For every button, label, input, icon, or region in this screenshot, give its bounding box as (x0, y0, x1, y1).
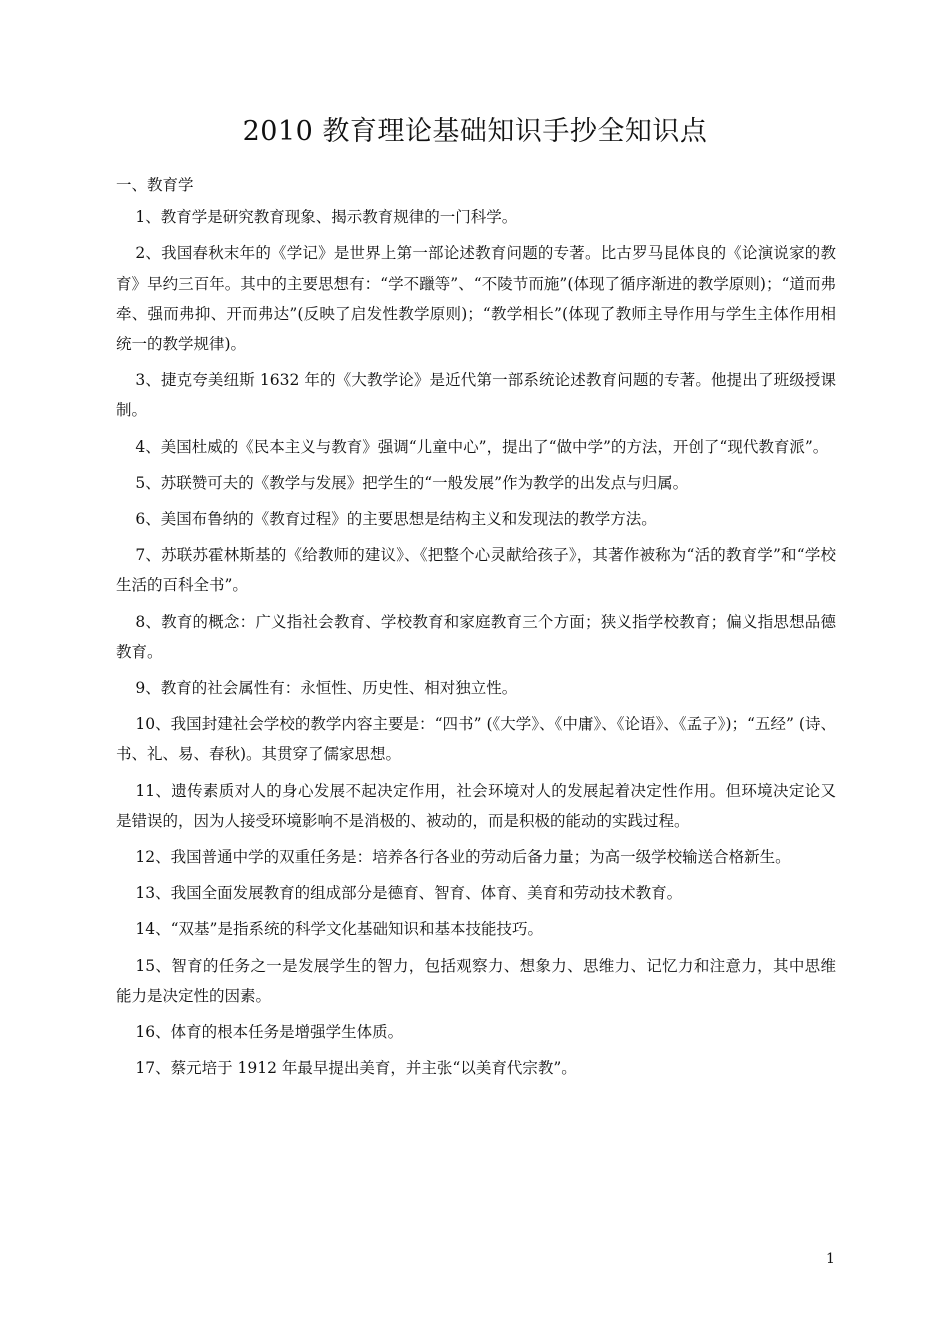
paragraph-17: 17、蔡元培于 1912 年最早提出美育，并主张“以美育代宗教”。 (135, 1059, 577, 1078)
paragraph-9: 9、教育的社会属性有：永恒性、历史性、相对独立性。 (135, 679, 518, 698)
paragraph-14: 14、“双基”是指系统的科学文化基础知识和基本技能技巧。 (135, 920, 543, 939)
paragraph-16: 16、体育的根本任务是增强学生体质。 (135, 1023, 404, 1042)
paragraph-11: 11、遗传素质对人的身心发展不起决定作用，社会环境对人的发展起着决定性作用。但环境决定论又是错误的，因为人接受环境影响不是消极的、被动的，而是积极的能动的实践过程。 (116, 781, 836, 830)
page-number: 1 (826, 1251, 835, 1267)
paragraph-12: 12、我国普通中学的双重任务是：培养各行各业的劳动后备力量；为高一级学校输送合格新生。 (135, 848, 791, 867)
paragraph-8: 8、教育的概念：广义指社会教育、学校教育和家庭教育三个方面；狭义指学校教育；偏义指思想品德教育。 (116, 612, 836, 661)
paragraph-2: 2、我国春秋末年的《学记》是世界上第一部论述教育问题的专著。比古罗马昆体良的《论演说家的教育》早约三百年。其中的主要思想有：“学不躐等”、“不陵节而施”(体现了循序渐进的教学原则)；“道而弗牵、强而弗抑、开而弗达”(反映了启发性教学原则)；“教学相长”(体现了教师主导作用与学生主体作用相统一的教学规律)。 (116, 244, 836, 354)
paragraph-15: 15、智育的任务之一是发展学生的智力，包括观察力、想象力、思维力、记忆力和注意力，其中思维能力是决定性的因素。 (116, 956, 836, 1005)
paragraph-10: 10、我国封建社会学校的教学内容主要是：“四书” (《大学》、《中庸》、《论语》、《孟子》)；“五经” (诗、书、礼、易、春秋)。其贯穿了儒家思想。 (116, 715, 836, 764)
paragraph-6: 6、美国布鲁纳的《教育过程》的主要思想是结构主义和发现法的教学方法。 (135, 510, 657, 529)
section-heading: 一、教育学 (116, 176, 194, 194)
paragraph-13: 13、我国全面发展教育的组成部分是德育、智育、体育、美育和劳动技术教育。 (135, 884, 683, 903)
paragraph-3: 3、捷克夸美纽斯 1632 年的《大教学论》是近代第一部系统论述教育问题的专著。他提出了班级授课制。 (116, 371, 836, 420)
paragraph-4: 4、美国杜威的《民本主义与教育》强调“儿童中心”，提出了“做中学”的方法，开创了“现代教育派”。 (135, 437, 829, 456)
document-title: 2010 教育理论基础知识手抄全知识点 (242, 116, 708, 147)
document-body (116, 170, 836, 1089)
paragraph-7: 7、苏联苏霍林斯基的《给教师的建议》、《把整个心灵献给孩子》，其著作被称为“活的教育学”和“学校生活的百科全书”。 (116, 546, 836, 595)
paragraph-5: 5、苏联赞可夫的《教学与发展》把学生的“一般发展”作为教学的出发点与归属。 (135, 473, 689, 492)
paragraph-1: 1、教育学是研究教育现象、揭示教育规律的一门科学。 (135, 208, 518, 227)
